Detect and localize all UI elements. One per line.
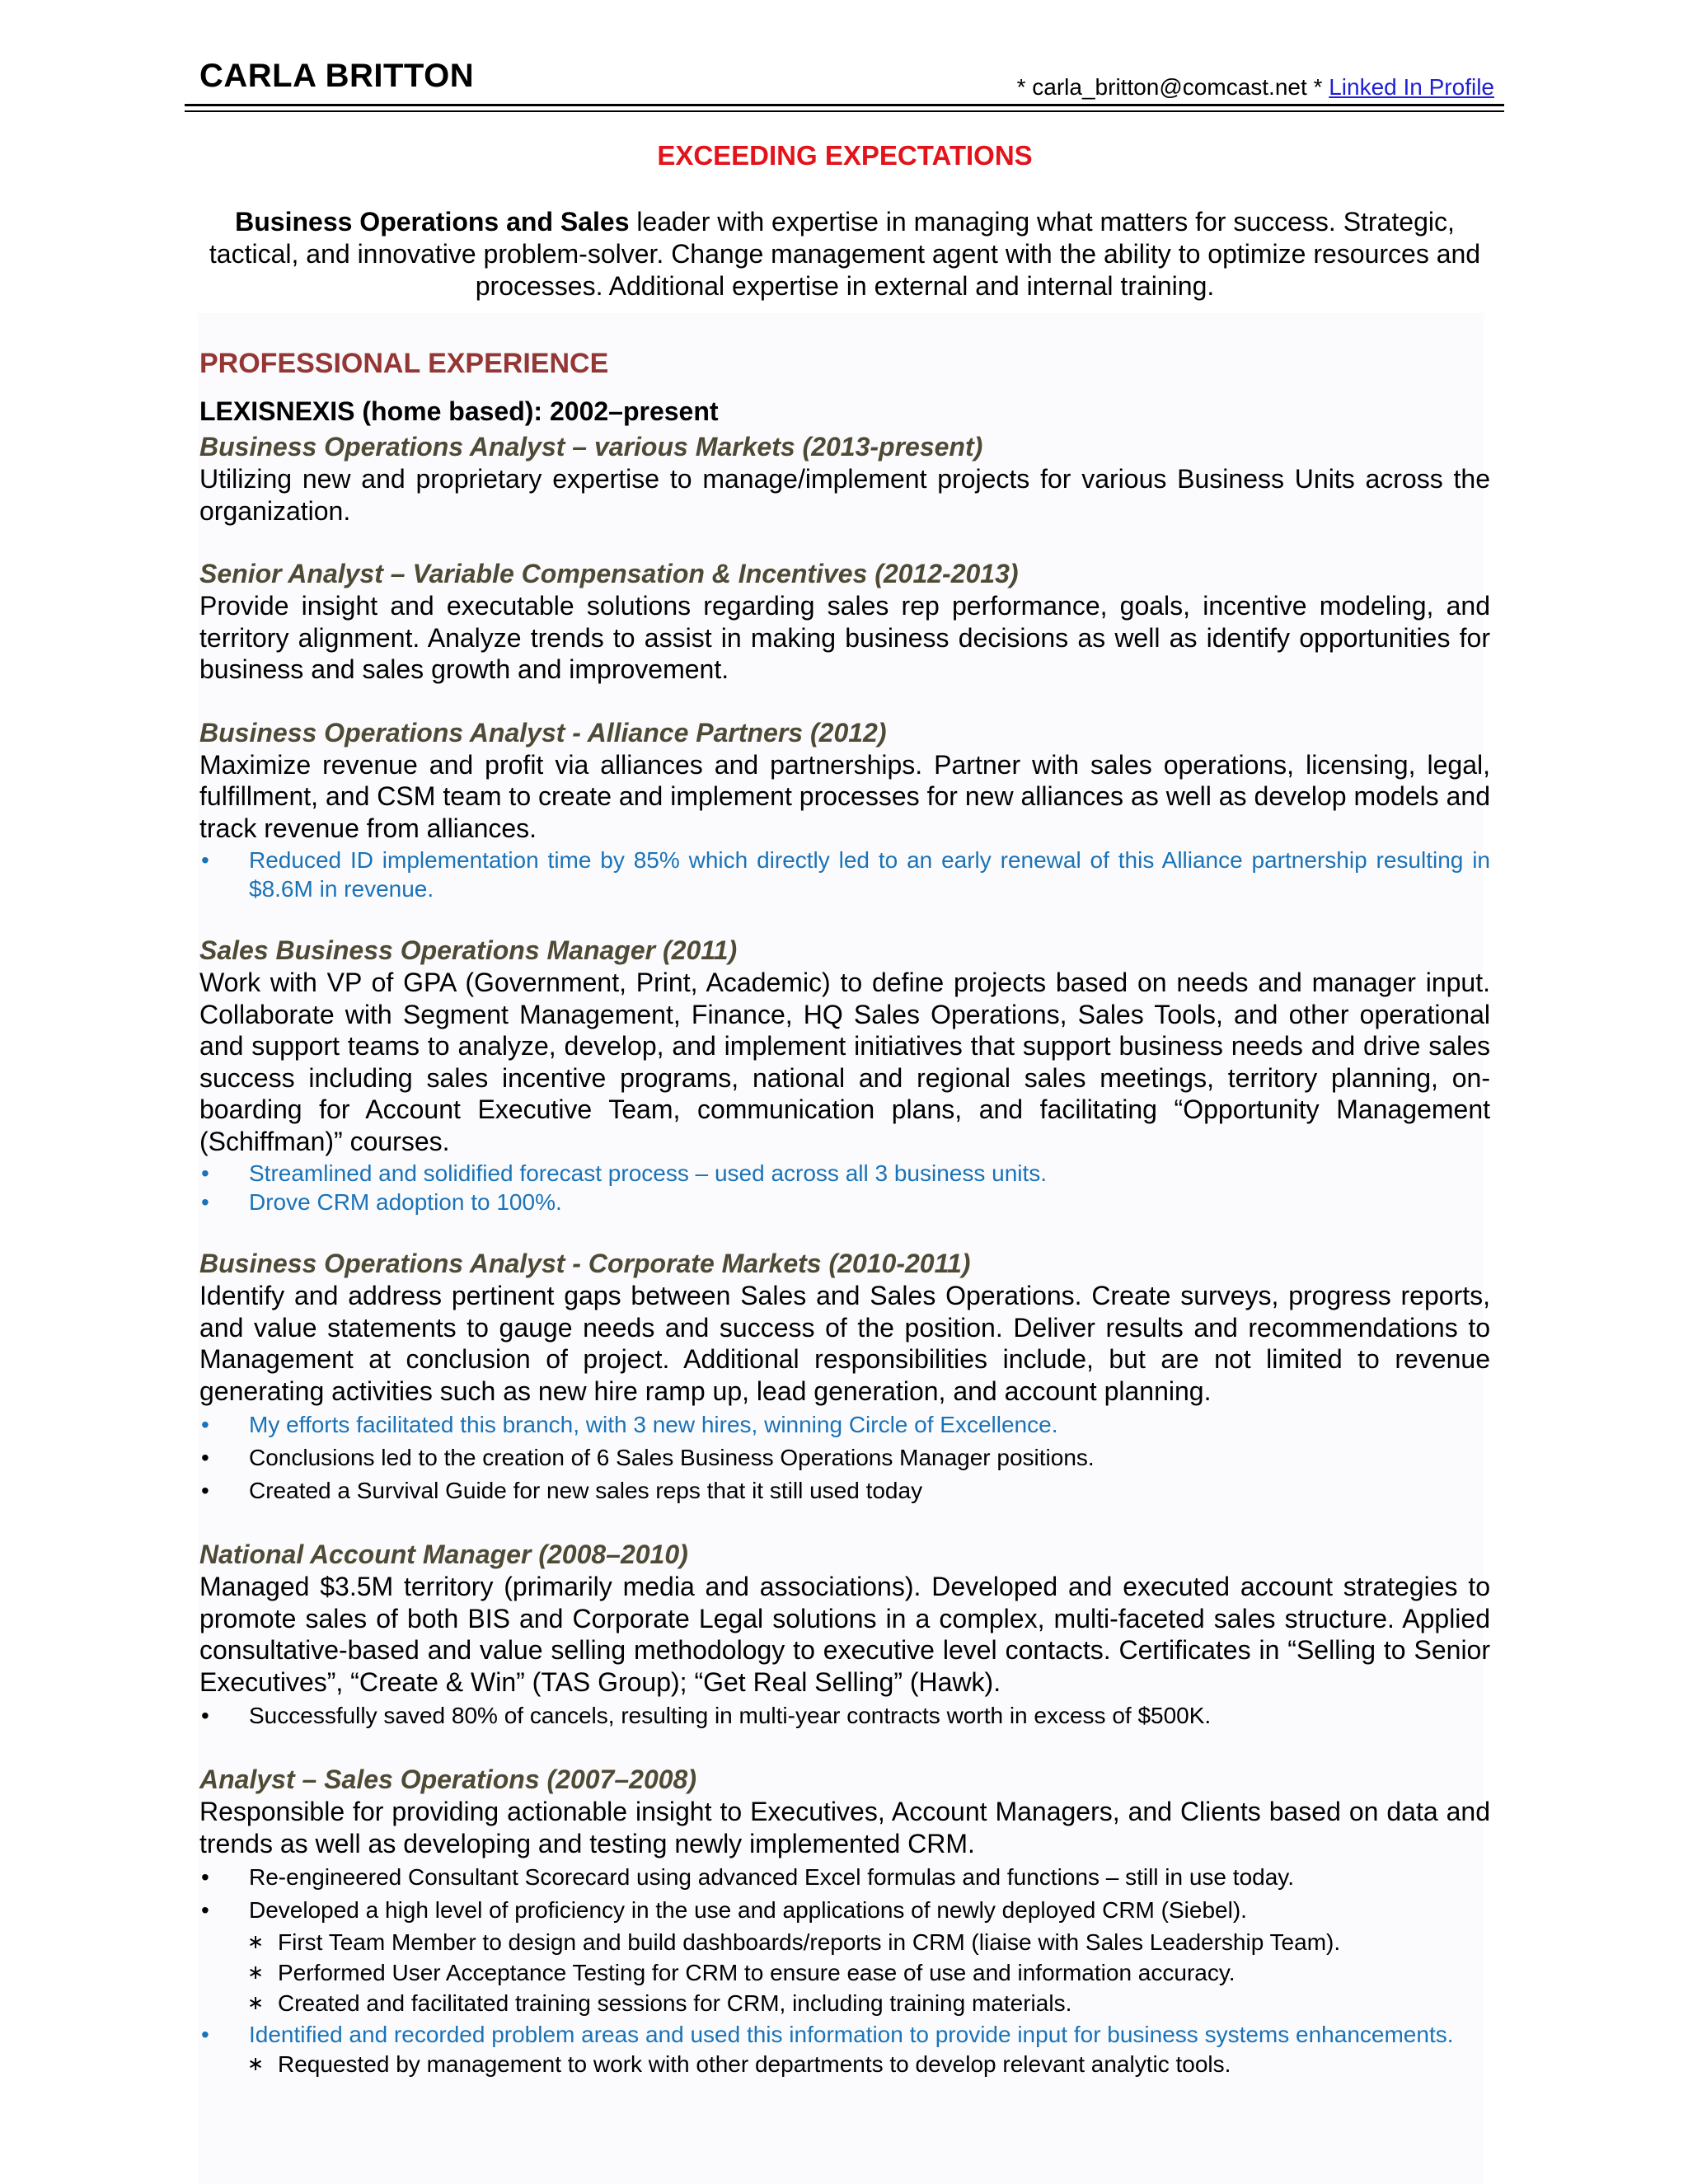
job-entry <box>199 1539 1490 1732</box>
tagline: EXCEEDING EXPECTATIONS <box>657 140 1033 171</box>
bullet-icon: • <box>201 1703 209 1728</box>
job-entry <box>199 431 1490 527</box>
contact-email: * carla_britton@comcast.net * <box>1016 74 1329 100</box>
sub-bullet-text: Performed User Acceptance Testing for CRM to ensure ease of use and information accuracy. <box>278 1960 1236 1985</box>
bullet-icon: • <box>201 1412 209 1437</box>
bullet-icon: • <box>201 1189 209 1215</box>
achievement-bullet <box>199 1861 1490 1894</box>
bullet-text: Streamlined and solidified forecast process – used across all 3 business units. <box>249 1160 1048 1186</box>
bullet-icon: • <box>201 1445 209 1470</box>
achievement-bullet <box>199 1441 1490 1474</box>
sub-bullet <box>247 1957 1490 1988</box>
sub-bullet-text: First Team Member to design and build dashboards/reports in CRM (liaise with Sales Leadership Team). <box>278 1929 1341 1955</box>
achievement-list <box>199 1408 1490 1507</box>
summary-lead: Business Operations and Sales <box>235 207 630 237</box>
bullet-text: Successfully saved 80% of cancels, resulting in multi-year contracts worth in excess of $500K. <box>249 1703 1212 1728</box>
asterisk-icon: ∗ <box>247 1961 265 1984</box>
sub-bullet <box>247 2049 1490 2079</box>
job-entry <box>199 1764 1490 2079</box>
bullet-text: Conclusions led to the creation of 6 Sales Business Operations Manager positions. <box>249 1445 1095 1470</box>
contact-line <box>1017 74 1494 101</box>
achievement-list <box>199 846 1490 903</box>
achievement-bullet <box>199 1188 1490 1216</box>
job-title: Business Operations Analyst - Corporate Markets (2010-2011) <box>199 1249 971 1278</box>
achievement-bullet <box>199 846 1490 903</box>
achievement-bullet <box>199 1159 1490 1188</box>
job-entry <box>199 1248 1490 1507</box>
header-divider <box>185 104 1504 106</box>
bullet-text: Identified and recorded problem areas and used this information to provide input for business systems enhancements. <box>249 2022 1454 2047</box>
achievement-list <box>199 1861 1490 1927</box>
header-divider-second <box>185 110 1504 112</box>
bullet-icon: • <box>201 1897 209 1923</box>
job-description: Managed $3.5M territory (primarily media and associations). Developed and executed account strategies to promote sales of both BIS and Corporate Legal solutions in a complex, multi-faceted sales structure. Applied consultative-based and value selling methodology to executive level contacts. Certificates in “Selling to Senior Executives”, “Create & Win” (TAS Group); “Get Real Selling” (Hawk). <box>199 1572 1490 1697</box>
achievement-list <box>199 1699 1490 1732</box>
job-description: Identify and address pertinent gaps between Sales and Sales Operations. Create surveys, progress reports, and value statements to gauge needs and success of the position. Deliver results and recommendations to Management at conclusion of project. Additional responsibilities include, but are not limited to revenue generating activities such as new hire ramp up, lead generation, and account planning. <box>199 1281 1490 1406</box>
section-title-experience: PROFESSIONAL EXPERIENCE <box>199 348 609 379</box>
job-description: Work with VP of GPA (Government, Print, Academic) to define projects based on needs and manager input. Collaborate with Segment Management, Finance, HQ Sales Operations, Sales Tools, and other operational and support teams to analyze, develop, and implement initiatives that support business needs and drive sales success including sales incentive programs, national and regional sales meetings, territory planning, on-boarding for Account Executive Team, communication plans, and facilitating “Opportunity Management (Schiffman)” courses. <box>199 968 1490 1156</box>
job-title: Business Operations Analyst - Alliance Partners (2012) <box>199 717 887 748</box>
job-entry <box>199 558 1490 686</box>
job-entry <box>199 935 1490 1216</box>
job-entry <box>199 717 1490 904</box>
linkedin-profile-link[interactable]: Linked In Profile <box>1329 74 1494 100</box>
achievement-list <box>199 1159 1490 1216</box>
sub-bullet <box>247 1927 1490 1957</box>
sub-bullet-list <box>199 2049 1490 2079</box>
achievement-bullet <box>199 1894 1490 1927</box>
asterisk-icon: ∗ <box>247 2053 265 2075</box>
company-heading: LEXISNEXIS (home based): 2002–present <box>199 396 719 426</box>
job-description: Responsible for providing actionable insight to Executives, Account Managers, and Clients based on data and trends as well as developing and testing newly implemented CRM. <box>199 1797 1490 1858</box>
sub-bullet-text: Requested by management to work with other departments to develop relevant analytic tools. <box>278 2051 1231 2077</box>
achievement-bullet <box>199 1408 1490 1441</box>
bullet-text: Drove CRM adoption to 100%. <box>249 1189 562 1215</box>
job-description: Provide insight and executable solutions regarding sales rep performance, goals, incentive modeling, and territory alignment. Analyze trends to assist in making business decisions as well as identify opportunities for business and sales growth and improvement. <box>199 591 1490 684</box>
bullet-text: My efforts facilitated this branch, with 3 new hires, winning Circle of Excellence. <box>249 1412 1058 1437</box>
asterisk-icon: ∗ <box>247 1931 265 1953</box>
job-title: National Account Manager (2008–2010) <box>199 1540 688 1569</box>
bullet-text: Created a Survival Guide for new sales reps that it still used today <box>249 1478 923 1503</box>
resume-body <box>199 137 1490 2111</box>
sub-bullet-list <box>199 1927 1490 2018</box>
candidate-name: CARLA BRITTON <box>199 58 475 94</box>
bullet-icon: • <box>201 1864 209 1890</box>
bullet-icon: • <box>201 2022 209 2047</box>
asterisk-icon: ∗ <box>247 1992 265 2014</box>
job-title: Senior Analyst – Variable Compensation & Incentives (2012-2013) <box>199 559 1019 588</box>
sub-bullet-text: Created and facilitated training sessions for CRM, including training materials. <box>278 1990 1072 2016</box>
summary-text: leader with expertise in managing what matters for success. Strategic, tactical, and innovative problem-solver. Change management agent with the ability to optimize resources and processes. Additional expertise in external and internal training. <box>209 207 1481 301</box>
achievement-bullet <box>199 1474 1490 1507</box>
job-title: Sales Business Operations Manager (2011) <box>199 935 738 965</box>
bullet-icon: • <box>201 1478 209 1503</box>
bullet-text: Reduced ID implementation time by 85% which directly led to an early renewal of this Alliance partnership resulting in $8.6M in revenue. <box>249 847 1490 902</box>
achievement-bullet <box>199 1699 1490 1732</box>
job-description: Utilizing new and proprietary expertise to manage/implement projects for various Business Units across the organization. <box>199 464 1490 526</box>
job-title: Business Operations Analyst – various Markets (2013-present) <box>199 432 983 462</box>
job-title: Analyst – Sales Operations (2007–2008) <box>199 1765 696 1794</box>
bullet-text: Re-engineered Consultant Scorecard using advanced Excel formulas and functions – still in use today. <box>249 1864 1294 1890</box>
bullet-icon: • <box>201 1160 209 1186</box>
sub-bullet <box>247 1988 1490 2018</box>
summary <box>199 206 1490 302</box>
bullet-icon: • <box>201 847 209 873</box>
achievement-bullet <box>199 2020 1490 2049</box>
job-description: Maximize revenue and profit via alliances and partnerships. Partner with sales operations, licensing, legal, fulfillment, and CSM team to create and implement processes for new alliances as well as develop models and track revenue from alliances. <box>199 749 1490 843</box>
bullet-text: Developed a high level of proficiency in the use and applications of newly deployed CRM (Siebel). <box>249 1897 1247 1923</box>
achievement-list <box>199 2020 1490 2049</box>
